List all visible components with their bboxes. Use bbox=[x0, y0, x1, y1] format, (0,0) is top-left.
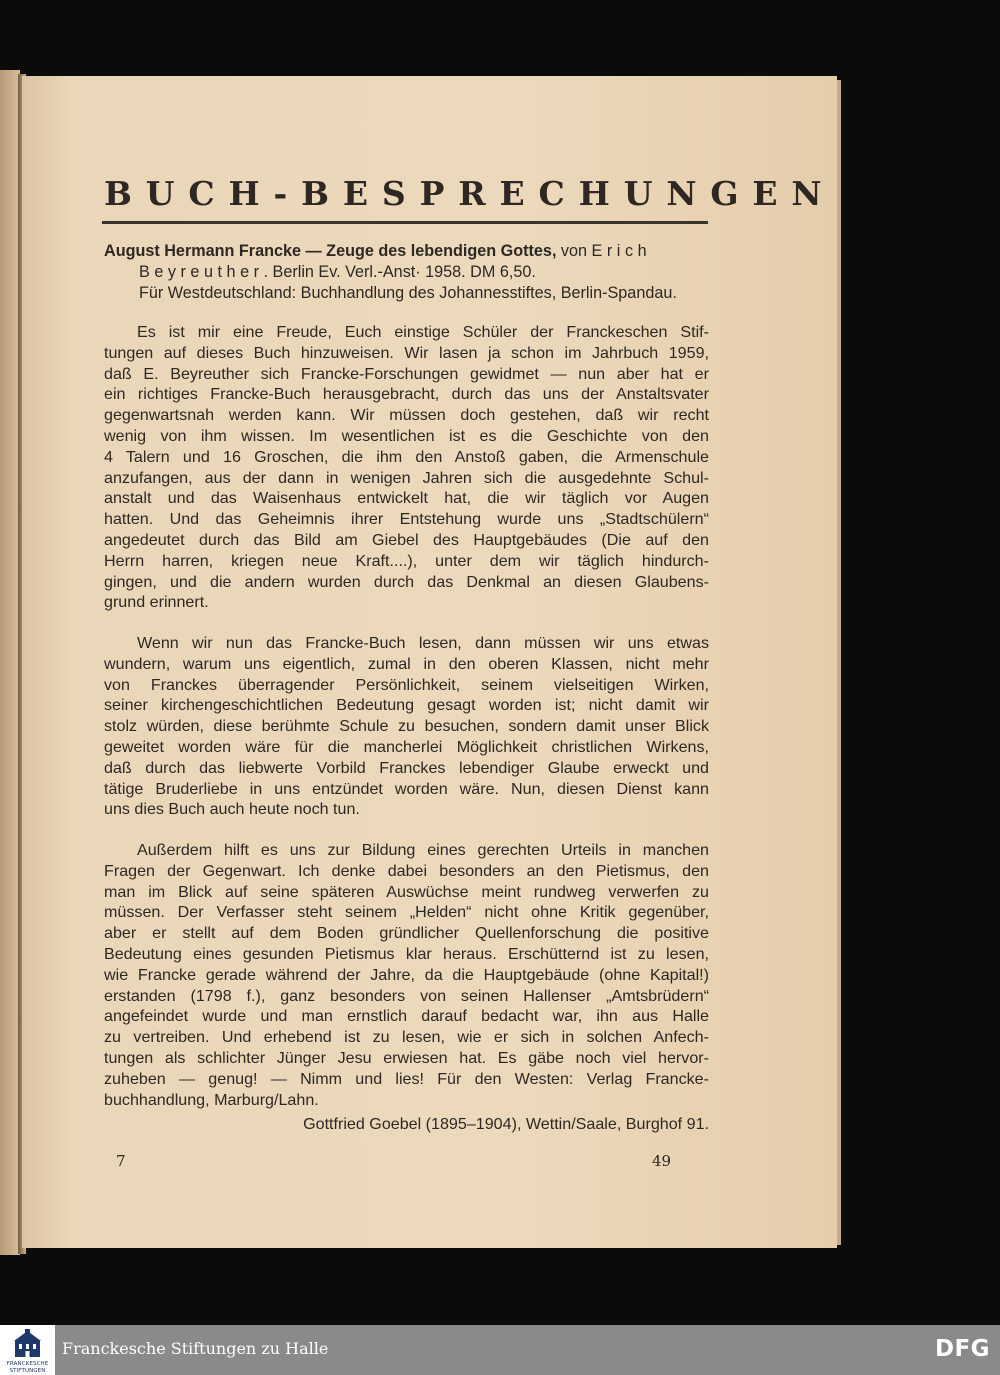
paragraph-line: Wenn wir nun das Francke-Buch lesen, dann müssen wir uns etwas bbox=[137, 634, 709, 652]
paragraph-line: gegenwartsnah werden kann. Wir müssen doch gestehen, daß wir recht bbox=[104, 406, 709, 425]
book-page bbox=[22, 76, 837, 1248]
paragraph-line: von Franckes überragender Persönlichkeit, seinem vielseitigen Wirken, bbox=[104, 675, 709, 694]
paragraph-line: gingen, und die andern wurden durch das Denkmal an diesen Glaubens- bbox=[104, 572, 709, 591]
sheet-number: 7 bbox=[116, 1152, 126, 1170]
paragraph-line: müssen. Der Verfasser steht seinem „Helden“ nicht ohne Kritik gegenüber, bbox=[104, 903, 709, 922]
paragraph-line: buchhandlung, Marburg/Lahn. bbox=[104, 1090, 319, 1109]
author-last-name: Beyreuther bbox=[139, 263, 264, 281]
footer-bar bbox=[0, 1325, 1000, 1375]
logo-word-line-2: STIFTUNGEN bbox=[9, 1368, 46, 1374]
section-heading: BUCH-BESPRECHUNGEN bbox=[104, 174, 836, 213]
paragraph-line: erstanden (1798 f.), ganz besonders von seinen Hallenser „Amtsbrüdern“ bbox=[104, 986, 709, 1005]
paragraph-line: tungen auf dieses Buch hinzuweisen. Wir lasen ja schon im Jahrbuch 1959, bbox=[104, 343, 709, 362]
institution-logo[interactable] bbox=[0, 1325, 55, 1375]
paragraph-line: seiner kirchengeschichtlichen Bedeutung gesagt worden ist; nicht damit wir bbox=[104, 696, 709, 715]
paragraph-line: Es ist mir eine Freude, Euch einstige Schüler der Franckeschen Stif- bbox=[137, 323, 709, 341]
paragraph-line: wenig von ihm wissen. Im wesentlichen ist es die Geschichte von den bbox=[104, 426, 709, 445]
publication-info: . Berlin Ev. Verl.-Anst· 1958. DM 6,50. bbox=[263, 263, 536, 281]
paragraph-line: angefeindet wurde und man ernstlich darauf bedacht war, ihn aus Halle bbox=[104, 1007, 709, 1026]
author-first-name: Erich bbox=[591, 242, 652, 260]
paragraph-line: Außerdem hilft es uns zur Bildung eines gerechten Urteils in manchen bbox=[137, 841, 709, 859]
left-page-edge bbox=[0, 70, 20, 1255]
building-icon bbox=[13, 1329, 42, 1359]
paragraph-line: zu vertreiben. Und erhebend ist zu lesen, wie er sich in solchen Anfech- bbox=[104, 1028, 709, 1047]
paragraph-3 bbox=[104, 840, 709, 1110]
availability-info: Für Westdeutschland: Buchhandlung des Johannesstiftes, Berlin-Spandau. bbox=[139, 284, 677, 302]
paragraph-line: uns dies Buch auch heute noch tun. bbox=[104, 800, 360, 819]
paragraph-line: daß E. Beyreuther sich Francke-Forschungen gewidmet — nun aber hat er bbox=[104, 364, 709, 383]
paragraph-2 bbox=[104, 633, 709, 820]
paragraph-line: geweitet worden wäre für die mancherlei Möglichkeit christlichen Wirkens, bbox=[104, 737, 709, 756]
paragraph-line: hatten. Und das Geheimnis ihrer Entstehung wurde uns „Stadtschülern“ bbox=[104, 510, 709, 529]
reference-by: von bbox=[556, 242, 592, 260]
paragraph-line: anstalt und das Waisenhaus entwickelt hat, die wir täglich vor Augen bbox=[104, 489, 709, 508]
institution-name[interactable]: Franckesche Stiftungen zu Halle bbox=[62, 1339, 329, 1358]
paragraph-1 bbox=[104, 322, 709, 613]
paragraph-line: tungen als schlichter Jünger Jesu erwiesen hat. Es gäbe noch viel hervor- bbox=[104, 1048, 709, 1067]
reference-line-2 bbox=[104, 262, 709, 283]
paragraph-line: wundern, warum uns eigentlich, zumal in den oberen Klassen, nicht mehr bbox=[104, 654, 709, 673]
paragraph-line: 4 Talern und 16 Groschen, die ihm den Anstoß gaben, die Armenschule bbox=[104, 447, 709, 466]
book-title: August Hermann Francke — Zeuge des lebendigen Gottes, bbox=[104, 242, 557, 260]
reviewer-signature: Gottfried Goebel (1895–1904), Wettin/Saale, Burghof 91. bbox=[303, 1115, 709, 1133]
reference-line-1 bbox=[104, 241, 709, 262]
paragraph-line: tätige Bruderliebe in uns entzündet worden wäre. Nun, diesen Dienst kann bbox=[104, 779, 709, 798]
book-reference bbox=[104, 241, 709, 304]
paragraph-line: wie Francke gerade während der Jahre, da die Hauptgebäude (ohne Kapital!) bbox=[104, 965, 709, 984]
paragraph-line: Fragen der Gegenwart. Ich denke dabei besonders an den Pietismus, den bbox=[104, 861, 709, 880]
paragraph-line: aber er stellt auf dem Boden gründlicher Quellenforschung die positive bbox=[104, 924, 709, 943]
paragraph-line: man im Blick auf seine späteren Auswüchse meint rundweg verwerfen zu bbox=[104, 882, 709, 901]
dfg-logo[interactable]: DFG bbox=[934, 1336, 990, 1362]
paragraph-line: Herrn harren, kriegen neue Kraft....), unter dem wir täglich hindurch- bbox=[104, 551, 709, 570]
heading-rule bbox=[102, 221, 708, 224]
paragraph-line: angedeutet durch das Bild am Giebel des Hauptgebäudes (Die auf den bbox=[104, 530, 709, 549]
paragraph-line: zuheben — genug! — Nimm und lies! Für den Westen: Verlag Francke- bbox=[104, 1069, 709, 1088]
paragraph-line: stolz würden, diese berühmte Schule zu besuchen, sondern damit unser Blick bbox=[104, 717, 709, 736]
logo-word-line-1: FRANCKESCHE bbox=[6, 1361, 49, 1367]
paragraph-line: ein richtiges Francke-Buch herausgebracht, durch das uns der Anstaltsvater bbox=[104, 385, 709, 404]
paragraph-line: anzufangen, aus der dann in wenigen Jahren sich die ausgedehnte Schul- bbox=[104, 468, 709, 487]
paragraph-line: Bedeutung eines gesunden Pietismus klar heraus. Erschütternd ist zu lesen, bbox=[104, 944, 709, 963]
paragraph-line: grund erinnert. bbox=[104, 593, 209, 612]
page-number: 49 bbox=[652, 1152, 672, 1170]
paragraph-line: daß durch das liebwerte Vorbild Franckes lebendiger Glaube erweckt und bbox=[104, 758, 709, 777]
